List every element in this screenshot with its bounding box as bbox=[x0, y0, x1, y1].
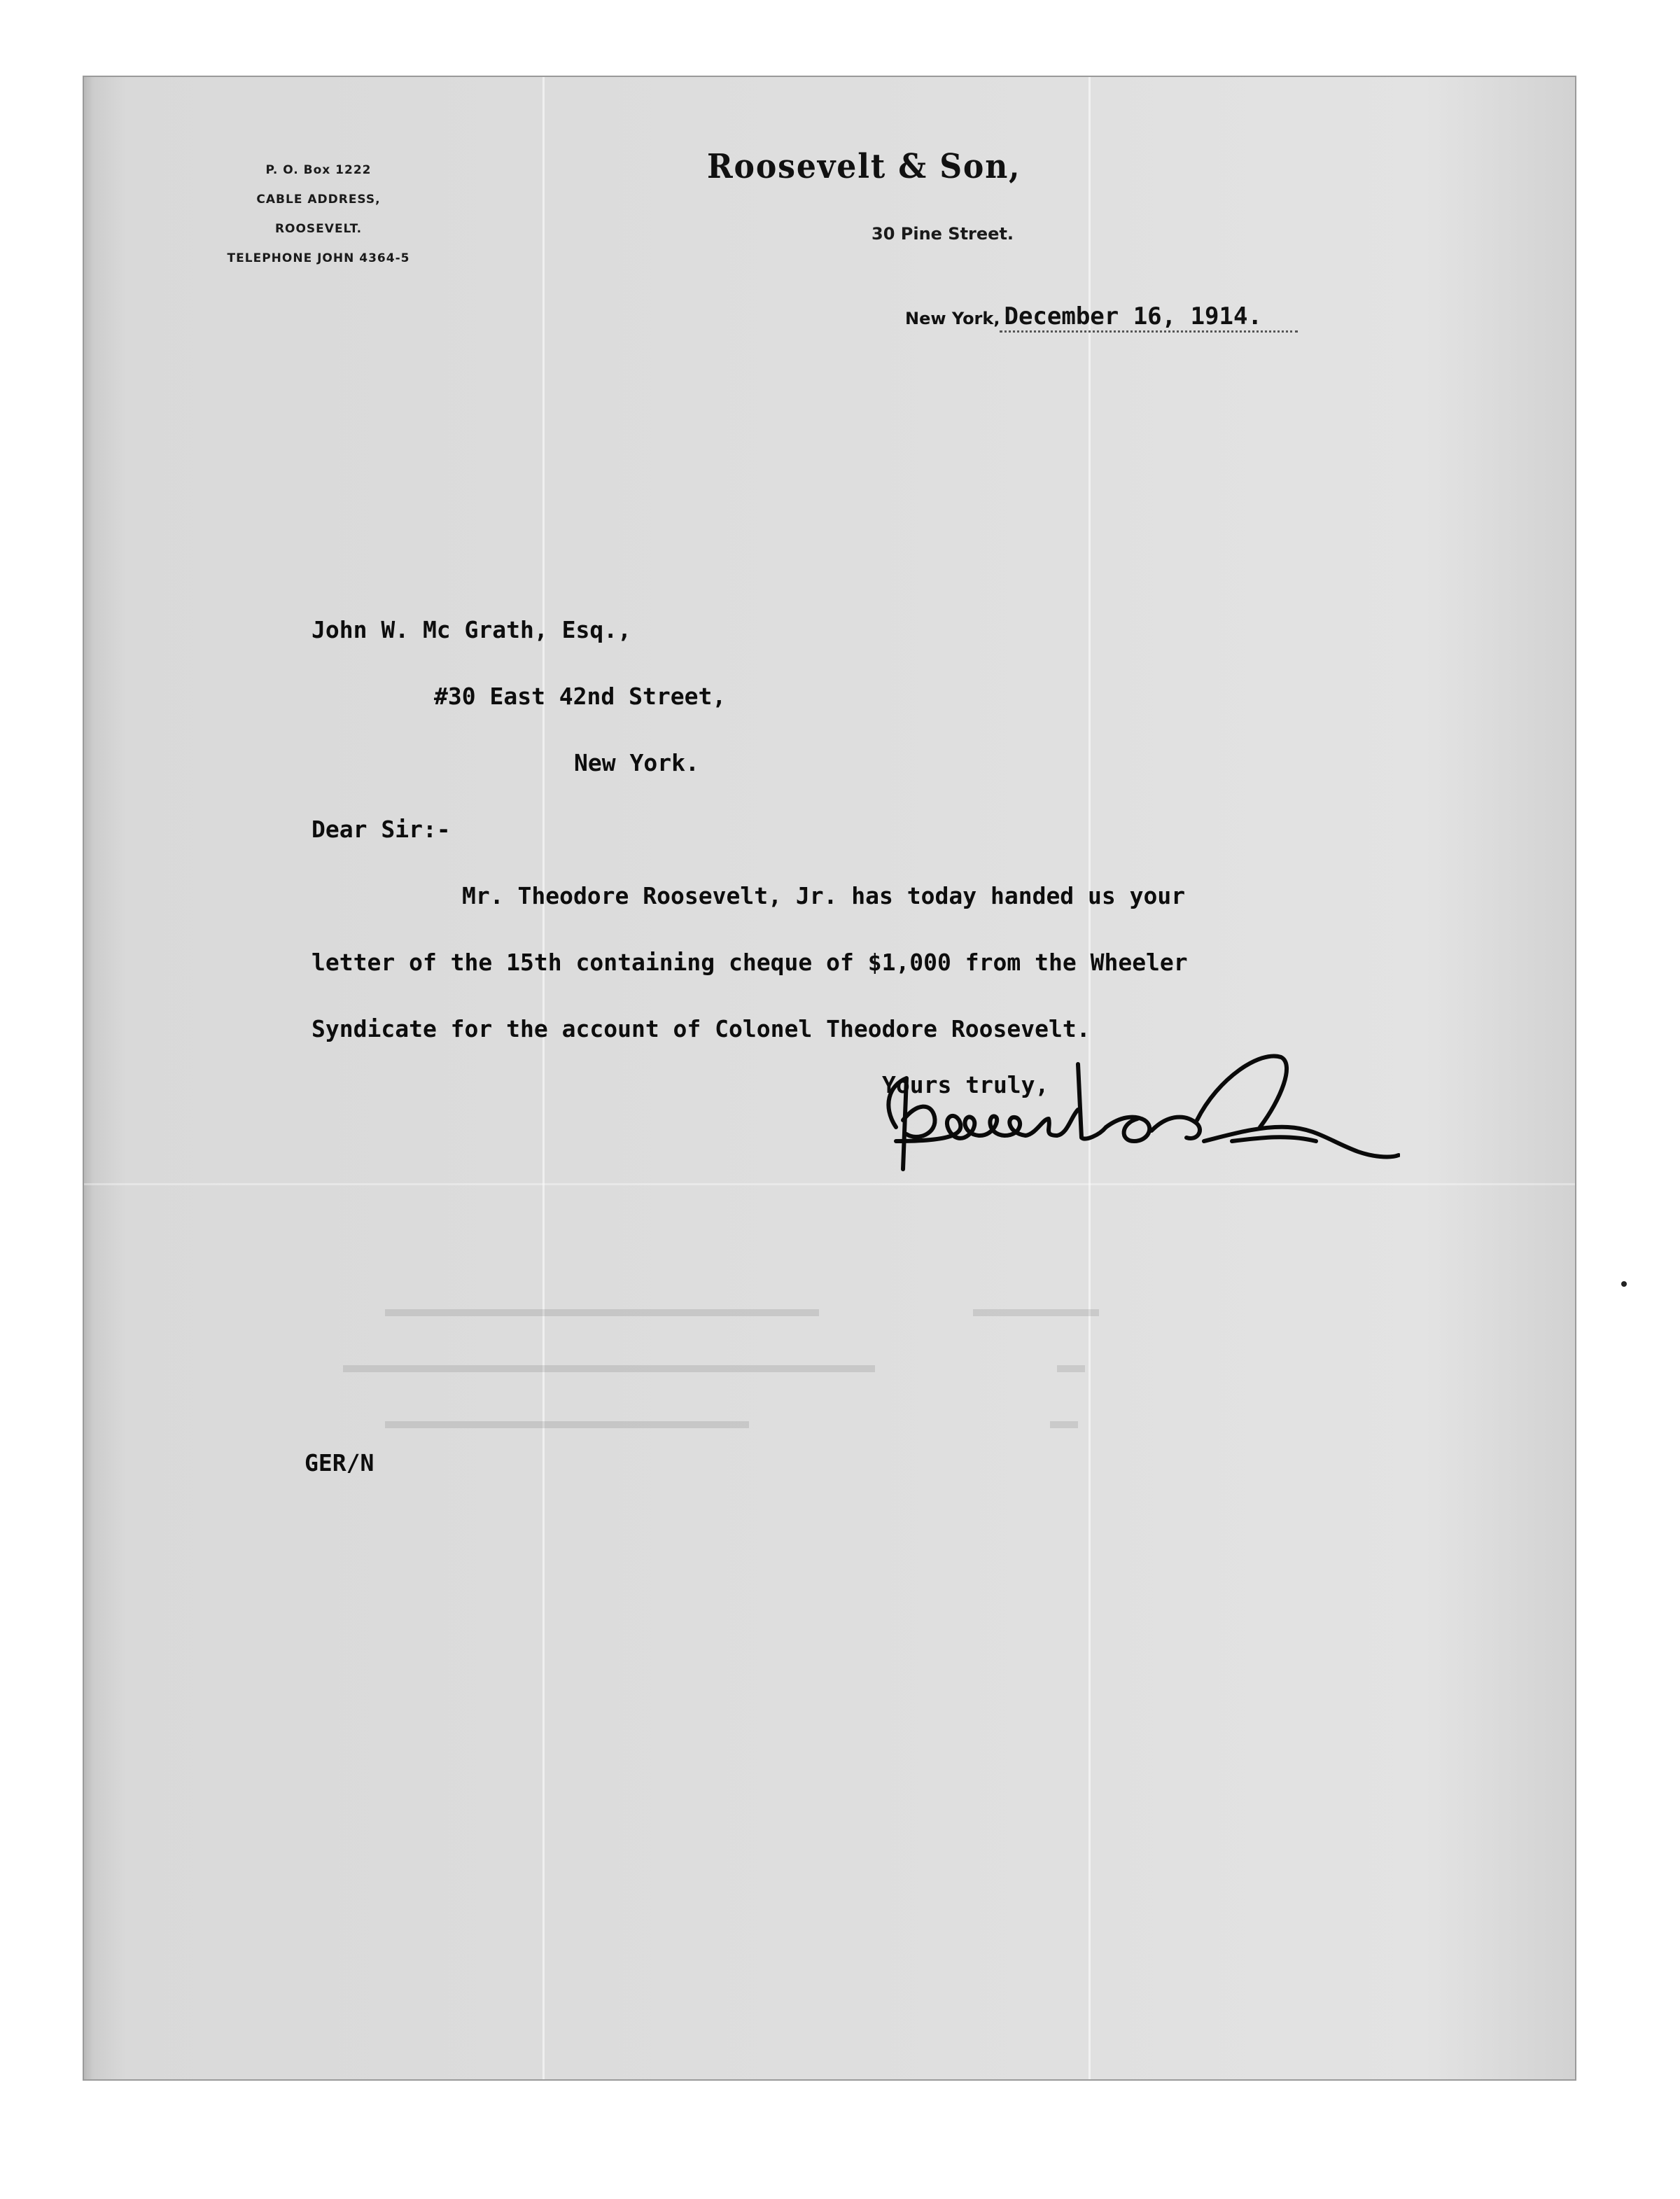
reference-initials: GER/N bbox=[304, 1449, 374, 1477]
body-line: Syndicate for the account of Colonel Theodore Roosevelt. bbox=[312, 1015, 1091, 1042]
handwritten-signature bbox=[868, 1036, 1400, 1183]
bleed-through-marks bbox=[259, 1295, 1309, 1505]
stray-mark bbox=[1621, 1281, 1627, 1287]
fold-crease-left bbox=[542, 77, 545, 2079]
letterhead-contact-block bbox=[220, 155, 416, 273]
firm-street: 30 Pine Street. bbox=[872, 224, 1014, 244]
letter-date: December 16, 1914. bbox=[1000, 302, 1298, 333]
date-city-prefix: New York, bbox=[905, 309, 1000, 328]
body-line: Mr. Theodore Roosevelt, Jr. has today handed us your bbox=[462, 882, 1186, 909]
po-box: P. O. Box 1222 bbox=[265, 163, 372, 177]
firm-name: Roosevelt & Son, bbox=[707, 147, 1021, 186]
date-line bbox=[905, 302, 1298, 333]
recipient-street: #30 East 42nd Street, bbox=[434, 683, 727, 710]
closing: Yours truly, bbox=[882, 1071, 1049, 1098]
recipient-name: John W. Mc Grath, Esq., bbox=[312, 616, 631, 643]
fold-crease-horizontal bbox=[84, 1183, 1575, 1185]
recipient-city: New York. bbox=[574, 749, 699, 776]
salutation: Dear Sir:- bbox=[312, 816, 451, 843]
telephone: TELEPHONE JOHN 4364-5 bbox=[227, 251, 410, 265]
cable-address: CABLE ADDRESS, ROOSEVELT. bbox=[256, 193, 381, 236]
body-line: letter of the 15th containing cheque of $1,000 from the Wheeler bbox=[312, 949, 1188, 976]
